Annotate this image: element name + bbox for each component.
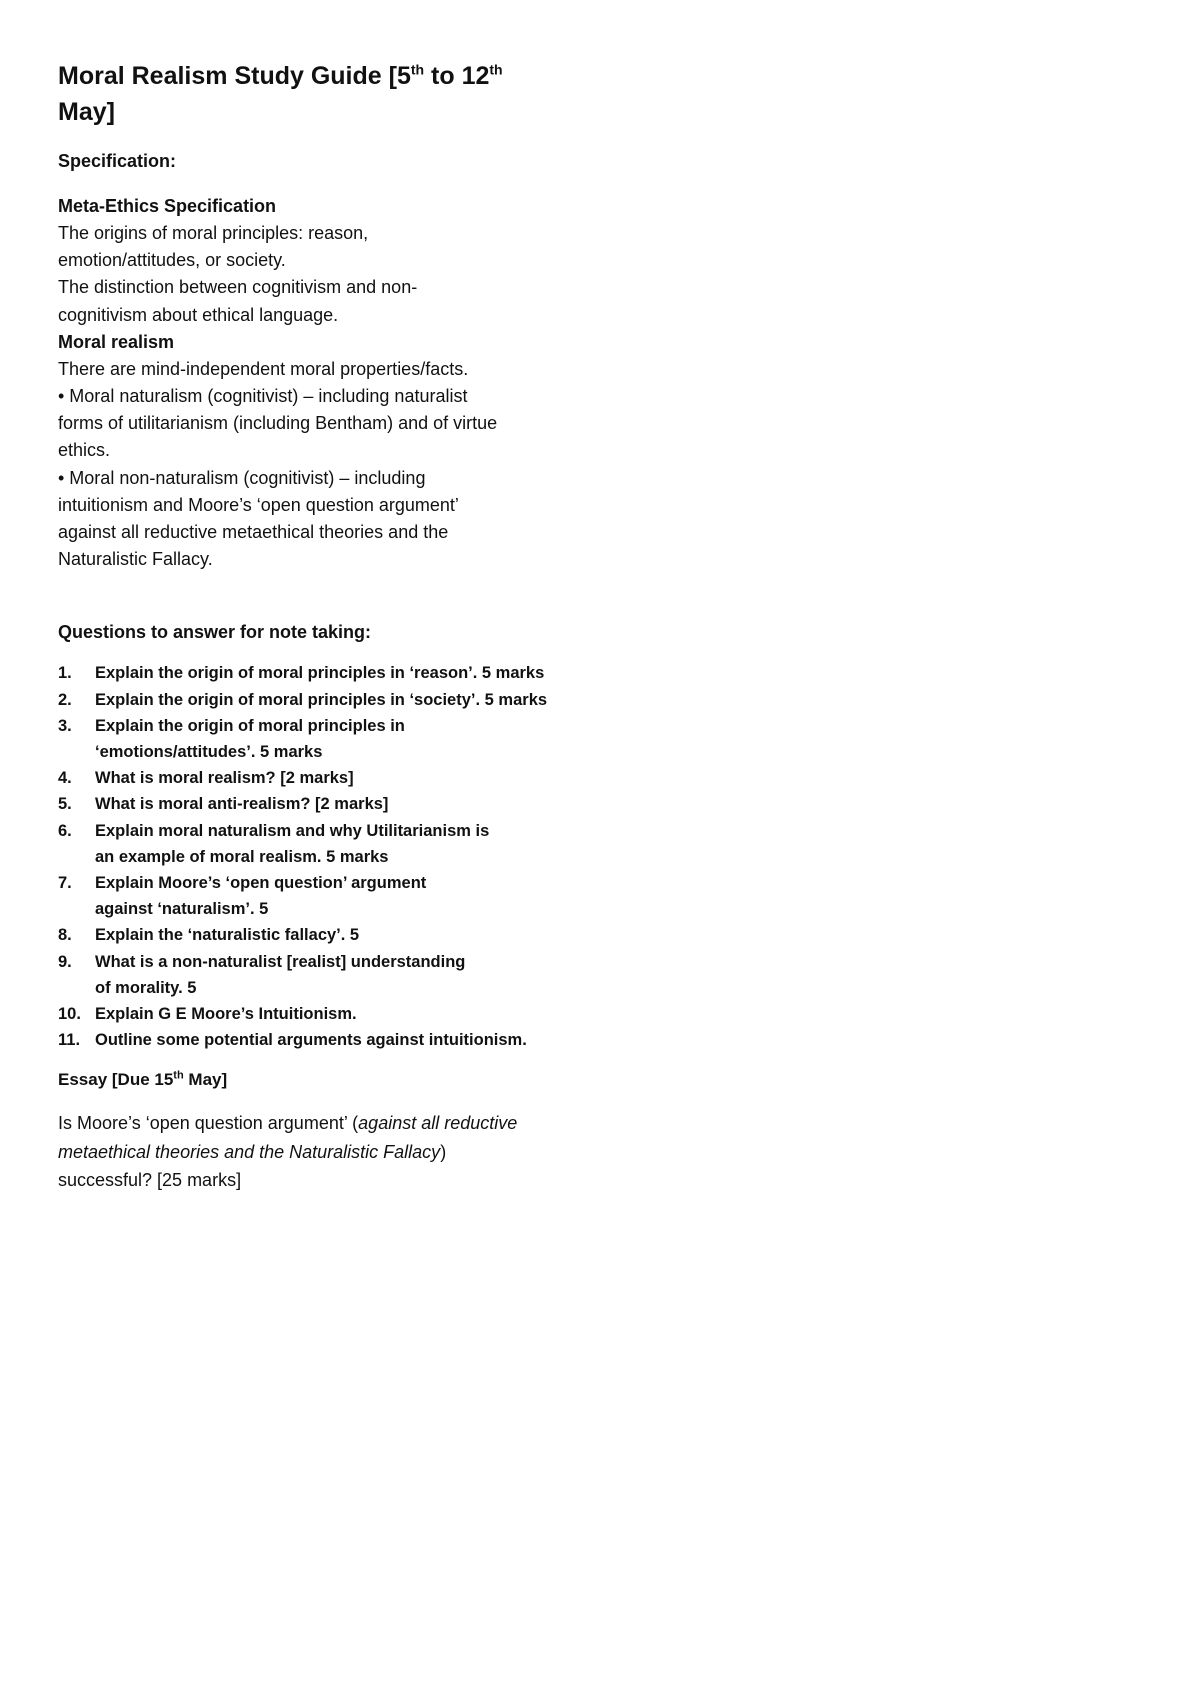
question-item (58, 870, 578, 922)
moral-realism-heading: Moral realism (58, 331, 175, 352)
question-item (58, 818, 578, 870)
essay-heading (58, 1067, 578, 1093)
realism-line: • Moral naturalism (cognitivist) – including naturalist (58, 386, 468, 407)
question-number: 2. (58, 690, 72, 709)
page-title (58, 58, 528, 130)
question-item (58, 660, 578, 686)
question-number: 8. (58, 926, 72, 945)
spec-line: cognitivism about ethical language. (58, 304, 339, 325)
title-text: May] (58, 98, 115, 126)
question-number: 6. (58, 821, 72, 840)
question-number: 5. (58, 795, 72, 814)
question-text: Explain the origin of moral principles in ‘reason’. 5 marks (95, 664, 545, 683)
meta-ethics-heading: Meta-Ethics Specification (58, 196, 277, 216)
realism-line: Naturalistic Fallacy. (58, 549, 213, 570)
question-text: Explain the ‘naturalistic fallacy’. 5 (95, 926, 360, 945)
question-text: What is a non-naturalist [realist] understanding of morality. 5 (95, 952, 466, 997)
question-item (58, 1027, 578, 1053)
question-text: Outline some potential arguments against intuitionism. (95, 1031, 527, 1050)
essay-heading-superscript: th (173, 1069, 184, 1082)
essay-heading-text: May] (183, 1070, 228, 1090)
essay-heading-text: Essay [Due 15 (58, 1070, 174, 1090)
spec-line: The origins of moral principles: reason, (58, 223, 369, 243)
questions-list (58, 660, 578, 1053)
question-item (58, 687, 578, 713)
questions-heading: Questions to answer for note taking: (58, 622, 372, 643)
realism-line: against all reductive metaethical theories and the (58, 522, 449, 543)
question-text: Explain moral naturalism and why Utilitarianism is an example of moral realism. 5 marks (95, 821, 490, 866)
title-text: Moral Realism Study Guide [5 (58, 62, 411, 90)
question-number: 1. (58, 664, 72, 683)
question-item (58, 791, 578, 817)
question-number: 9. (58, 952, 72, 971)
question-number: 3. (58, 716, 72, 735)
question-item (58, 922, 578, 948)
question-number: 11. (58, 1031, 81, 1050)
title-superscript: th (410, 61, 425, 78)
specification-heading: Specification: (58, 151, 177, 171)
question-text: Explain the origin of moral principles in ‘emotions/attitudes’. 5 marks (95, 716, 405, 762)
realism-line: ethics. (58, 440, 111, 461)
question-number: 10. (58, 1005, 81, 1024)
question-item (58, 1001, 578, 1027)
question-text: What is moral anti-realism? [2 marks] (95, 795, 389, 814)
essay-question (58, 1109, 528, 1195)
realism-line: There are mind-independent moral properties/facts. (58, 358, 469, 379)
question-item (58, 949, 578, 1001)
spec-line: The distinction between cognitivism and non- (58, 277, 418, 298)
realism-line: intuitionism and Moore’s ‘open question argument’ (58, 494, 459, 515)
question-text: What is moral realism? [2 marks] (95, 769, 354, 788)
question-text: Explain Moore’s ‘open question’ argument against ‘naturalism’. 5 (95, 874, 427, 919)
realism-line: forms of utilitarianism (including Bentham) and of virtue (58, 413, 498, 434)
realism-line: • Moral non-naturalism (cognitivist) – including (58, 467, 426, 488)
question-number: 7. (58, 874, 72, 893)
question-item (58, 713, 578, 765)
question-item (58, 765, 578, 791)
essay-question-text: ) successful? [25 marks] (58, 1141, 447, 1191)
document-content (58, 58, 578, 1195)
title-text: to 12 (424, 62, 490, 90)
spec-line: emotion/attitudes, or society. (58, 250, 286, 271)
question-text: Explain G E Moore’s Intuitionism. (95, 1005, 357, 1024)
question-text: Explain the origin of moral principles in ‘society’. 5 marks (95, 690, 548, 709)
essay-question-text: Is Moore’s ‘open question argument’ ( (58, 1113, 359, 1134)
title-superscript: th (489, 61, 503, 78)
question-number: 4. (58, 769, 72, 788)
essay-question-italic: against all reductive metaethical theories and the Naturalistic Fallacy (58, 1113, 518, 1162)
